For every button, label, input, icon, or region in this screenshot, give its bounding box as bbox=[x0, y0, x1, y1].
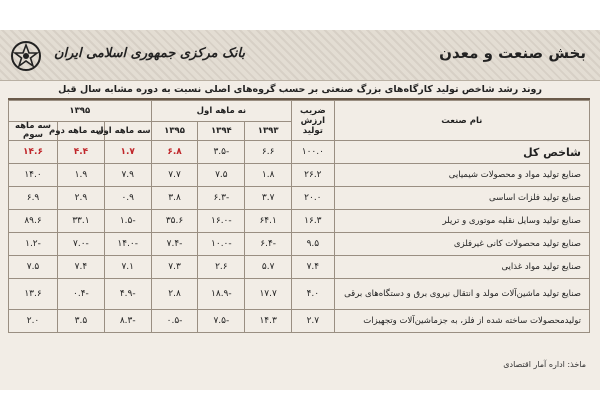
row-q3: ۱۳.۶ bbox=[9, 279, 58, 310]
row-q3: ۲.۰ bbox=[9, 310, 58, 333]
row-q2: ۳.۵ bbox=[58, 310, 105, 333]
row-name: صنایع تولید ماشین‌آلات مولد و انتقال نیروی برق و دستگاه‌های برقی bbox=[334, 279, 589, 310]
row-y1393: ۱.۸ bbox=[245, 164, 292, 187]
row-name: صنایع تولید وسایل نقلیه موتوری و تریلر bbox=[334, 210, 589, 233]
row-y1393: ۳.۷ bbox=[245, 187, 292, 210]
header-industry-name: نام صنعت bbox=[334, 101, 589, 141]
row-q2: ۳۳.۱ bbox=[58, 210, 105, 233]
row-weight: ۲۰.۰ bbox=[292, 187, 335, 210]
row-name: صنایع تولید مواد و محصولات شیمیایی bbox=[334, 164, 589, 187]
table-row bbox=[9, 310, 590, 333]
row-y1395: ۷.۷ bbox=[151, 164, 198, 187]
row-y1395: ۳۵.۶ bbox=[151, 210, 198, 233]
table-row-total bbox=[9, 141, 590, 164]
row-q1: -۱۴.۰ bbox=[104, 233, 151, 256]
header-nine-months: نه ماهه اول bbox=[151, 101, 291, 122]
row-weight: ۴.۰ bbox=[292, 279, 335, 310]
header-y1393: ۱۳۹۳ bbox=[245, 122, 292, 141]
table-row bbox=[9, 187, 590, 210]
row-weight: ۲۶.۲ bbox=[292, 164, 335, 187]
row-y1395: -۰.۵ bbox=[151, 310, 198, 333]
row-q3: ۱۴.۶ bbox=[9, 141, 58, 164]
table-row bbox=[9, 164, 590, 187]
bank-name: بانک مرکزی جمهوری اسلامی ایران bbox=[54, 46, 245, 61]
row-q1: ۷.۱ bbox=[104, 256, 151, 279]
row-weight: ۲.۷ bbox=[292, 310, 335, 333]
header-q3: سه ماهه سوم bbox=[9, 122, 58, 141]
row-q1: ۱.۷ bbox=[104, 141, 151, 164]
table-row bbox=[9, 233, 590, 256]
row-q3: ۶.۹ bbox=[9, 187, 58, 210]
header-q1: سه ماهه اول bbox=[104, 122, 151, 141]
row-q1: -۸.۳ bbox=[104, 310, 151, 333]
central-bank-logo-icon bbox=[10, 40, 42, 72]
row-q2: -۷.۰ bbox=[58, 233, 105, 256]
table-row bbox=[9, 256, 590, 279]
row-y1394: -۳.۵ bbox=[198, 141, 245, 164]
row-weight: ۷.۴ bbox=[292, 256, 335, 279]
row-q3: ۱۴.۰ bbox=[9, 164, 58, 187]
row-weight: ۱۶.۳ bbox=[292, 210, 335, 233]
row-y1395: -۷.۴ bbox=[151, 233, 198, 256]
row-y1393: ۵.۷ bbox=[245, 256, 292, 279]
row-q2: -۰.۴ bbox=[58, 279, 105, 310]
row-q1: -۱.۵ bbox=[104, 210, 151, 233]
row-q1: ۷.۹ bbox=[104, 164, 151, 187]
row-y1394: -۱۸.۹ bbox=[198, 279, 245, 310]
row-name: صنایع تولید فلزات اساسی bbox=[334, 187, 589, 210]
header-banner bbox=[0, 30, 600, 81]
row-q2: ۷.۴ bbox=[58, 256, 105, 279]
row-y1395: ۳.۸ bbox=[151, 187, 198, 210]
row-y1395: ۲.۸ bbox=[151, 279, 198, 310]
row-name: شاخص کل bbox=[334, 141, 589, 164]
row-q2: ۲.۹ bbox=[58, 187, 105, 210]
row-y1394: -۱۶.۰ bbox=[198, 210, 245, 233]
row-y1394: ۷.۵ bbox=[198, 164, 245, 187]
row-y1393: ۱۴.۳ bbox=[245, 310, 292, 333]
header-y1395: ۱۳۹۵ bbox=[151, 122, 198, 141]
row-weight: ۱۰۰.۰ bbox=[292, 141, 335, 164]
data-table-wrapper bbox=[8, 98, 590, 333]
row-name: تولیدمحصولات ساخته شده از فلز، به جزماشین‌آلات وتجهیزات bbox=[334, 310, 589, 333]
row-y1394: ۲.۶ bbox=[198, 256, 245, 279]
header-year-1395: ۱۳۹۵ bbox=[9, 101, 152, 122]
row-y1395: ۷.۳ bbox=[151, 256, 198, 279]
table-row bbox=[9, 210, 590, 233]
row-y1393: -۶.۴ bbox=[245, 233, 292, 256]
row-name: صنایع تولید مواد غذایی bbox=[334, 256, 589, 279]
row-y1394: -۷.۵ bbox=[198, 310, 245, 333]
table-subtitle: روند رشد شاخص تولید کارگاه‌های بزرگ صنعتی بر حسب گروه‌های اصلی نسبت به دوره مشابه سال قبل bbox=[58, 84, 542, 95]
row-q3: ۷.۵ bbox=[9, 256, 58, 279]
source-note: ماخذ: اداره آمار اقتصادی bbox=[503, 360, 586, 369]
row-y1394: -۱۰.۰ bbox=[198, 233, 245, 256]
row-q3: -۱.۲ bbox=[9, 233, 58, 256]
row-y1393: ۶۴.۱ bbox=[245, 210, 292, 233]
row-y1395: ۶.۸ bbox=[151, 141, 198, 164]
slide bbox=[0, 30, 600, 390]
industry-growth-table bbox=[8, 100, 590, 333]
header-y1394: ۱۳۹۴ bbox=[198, 122, 245, 141]
row-y1394: -۶.۳ bbox=[198, 187, 245, 210]
row-weight: ۹.۵ bbox=[292, 233, 335, 256]
row-y1393: ۱۷.۷ bbox=[245, 279, 292, 310]
row-q1: -۴.۹ bbox=[104, 279, 151, 310]
table-row bbox=[9, 279, 590, 310]
row-q2: ۱.۹ bbox=[58, 164, 105, 187]
row-q1: ۰.۹ bbox=[104, 187, 151, 210]
header-weight: ضریب ارزش تولید bbox=[292, 101, 335, 141]
row-q3: ۸۹.۶ bbox=[9, 210, 58, 233]
row-name: صنایع تولید محصولات کانی غیرفلزی bbox=[334, 233, 589, 256]
row-y1393: ۶.۶ bbox=[245, 141, 292, 164]
row-q2: ۴.۴ bbox=[58, 141, 105, 164]
section-title: بخش صنعت و معدن bbox=[439, 44, 586, 62]
header-q2: سه ماهه دوم bbox=[58, 122, 105, 141]
